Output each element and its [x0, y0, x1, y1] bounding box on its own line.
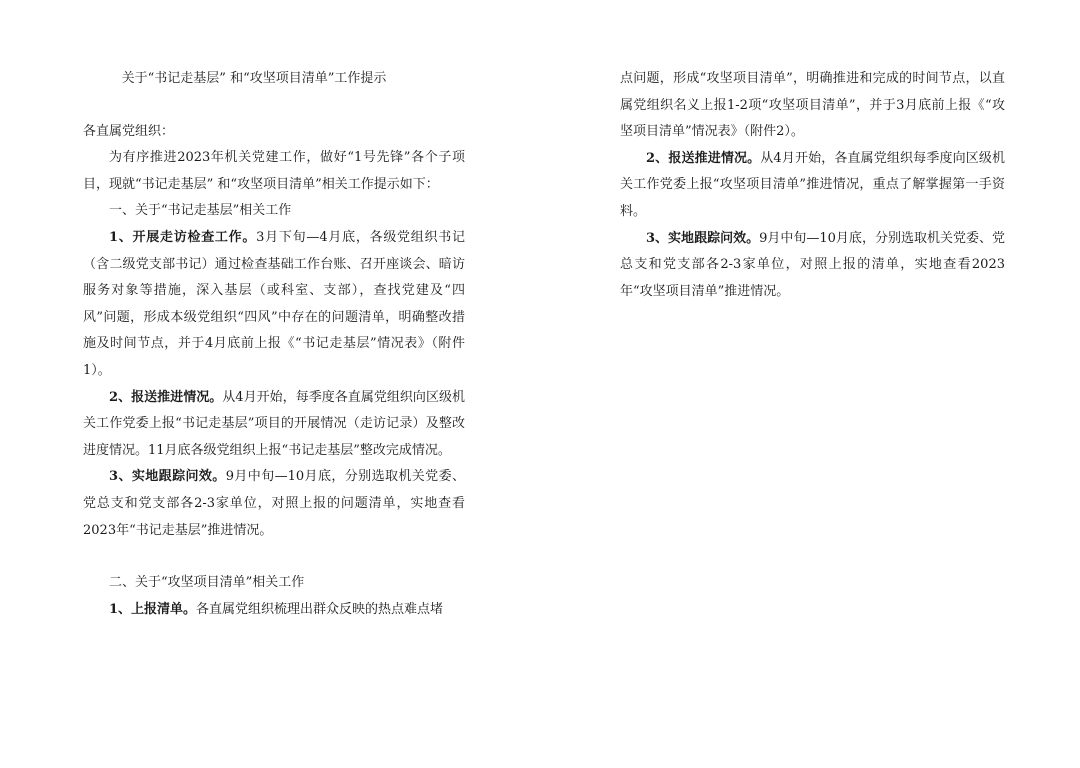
continuation-paragraph: 点问题，形成“攻坚项目清单”，明确推进和完成的时间节点，以直属党组织名义上报1-2项“攻坚项目清单”，并于3月底前上报《“攻坚项目清单”情况表》（附件2）。	[620, 71, 1005, 140]
item-label: 3、实地跟踪问效。	[109, 469, 226, 485]
item-text: 各直属党组织梳理出群众反映的热点难点堵	[196, 601, 444, 617]
item-text: 从4月开始，各直属党组织每季度向区级机关工作党委上报“攻坚项目清单”推进情况，重点了解掌握第一手资料。	[620, 150, 1006, 219]
section2-item-1	[83, 597, 465, 624]
item-text: 3月下旬—4月底，各级党组织书记（含二级党支部书记）通过检查基础工作台账、召开座谈会、暗访服务对象等措施，深入基层（或科室、支部），查找党建及“四风”问题，形成本级党组织“四风”中存在的问题清单，明确整改措施及时间节点，并于4月底前上报《“书记走基层”情况表》（附件1）。	[83, 229, 466, 378]
item-label: 1、开展走访检查工作。	[109, 229, 257, 245]
section2-item-2	[620, 146, 1005, 226]
section2-heading: 二、关于“攻坚项目清单”相关工作	[109, 575, 305, 591]
item-label: 2、报送推进情况。	[109, 389, 223, 405]
section1-heading: 一、关于“书记走基层”相关工作	[109, 203, 292, 219]
item-text: 9月中旬—10月底，分别选取机关党委、党总支和党支部各2-3家单位，对照上报的清单，实地查看2023年“攻坚项目清单”推进情况。	[620, 230, 1005, 299]
right-column	[620, 66, 1005, 305]
section1-item-3	[83, 464, 465, 544]
item-label: 1、上报清单。	[109, 601, 197, 617]
salutation: 各直属党组织：	[83, 123, 175, 139]
item-text: 9月中旬—10月底，分别选取机关党委、党总支和党支部各2-3家单位，对照上报的问题清单，实地查看2023年“书记走基层”推进情况。	[83, 469, 465, 538]
spacer	[83, 544, 465, 570]
document-title: 关于“书记走基层” 和“攻坚项目清单”工作提示	[121, 71, 387, 86]
left-column	[83, 66, 465, 623]
intro-paragraph: 为有序推进2023年机关党建工作，做好“1号先锋”各个子项目，现就“书记走基层” 和“攻坚项目清单”相关工作提示如下：	[83, 150, 465, 192]
section2-item-3	[620, 226, 1005, 306]
section1-item-1	[83, 225, 465, 385]
item-text: 从4月开始，每季度各直属党组织向区级机关工作党委上报“书记走基层”项目的开展情况（走访记录）及整改进度情况。11月底各级党组织上报“书记走基层”整改完成情况。	[83, 389, 466, 458]
item-label: 3、实地跟踪问效。	[646, 230, 760, 246]
item-label: 2、报送推进情况。	[646, 150, 761, 166]
section1-item-2	[83, 385, 465, 465]
